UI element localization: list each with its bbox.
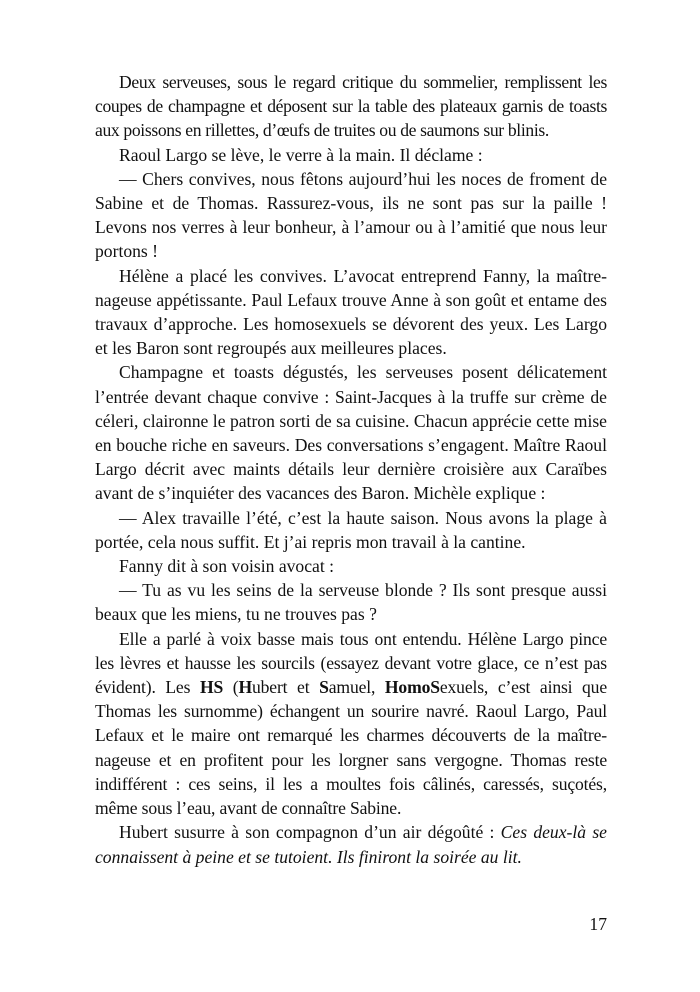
paragraph-9-bold-s2: S [430, 677, 440, 698]
paragraph-4: Hélène a placé les convives. L’avocat entreprend Fanny, la maître-nageuse appétissante. Paul Lefaux trouve Anne à son goût et entame des travaux d’approche. Les homosexuels se dévorent des yeux. Les Largo et les Baron sont regroupés aux meilleures places. [95, 265, 607, 359]
paragraph-9-text-2: ( [223, 677, 239, 698]
paragraph-9-bold-homo: Homo [384, 677, 431, 698]
paragraph-9-bold-h: H [238, 677, 253, 698]
paragraph-3: — Chers convives, nous fêtons aujourd’hui les noces de froment de Sabine et de Thomas. Rassurez-vous, ils ne sont pas sur la paille ! Levons nos verres à leur bonheur, à l’amour ou à l’amitié que nous leur portons ! [95, 168, 607, 262]
paragraph-1: Deux serveuses, sous le regard critique du sommelier, remplissent les coupes de champagne et déposent sur la table des plateaux garnis de toasts aux poissons en rillettes, d’œufs de truites ou de saumons sur blinis. [95, 72, 607, 141]
paragraph-9 [95, 627, 607, 821]
paragraph-9-text-4: amuel, [328, 677, 385, 698]
paragraph-10 [95, 820, 607, 868]
paragraph-10-text: Hubert susurre à son compagnon d’un air dégoûté : [119, 822, 501, 843]
paragraph-10-italic: Ces deux-là se connaissent à peine et se tutoient. Ils finiront la soirée au lit. [95, 822, 607, 867]
paragraph-7: Fanny dit à son voisin avocat : [119, 556, 335, 577]
page-body [95, 70, 607, 869]
paragraph-2: Raoul Largo se lève, le verre à la main. Il déclame : [119, 144, 483, 165]
paragraph-6: — Alex travaille l’été, c’est la haute saison. Nous avons la plage à portée, cela nous suffit. Et j’ai repris mon travail à la cantine. [95, 507, 607, 552]
paragraph-9-text-1: Elle a parlé à voix basse mais tous ont entendu. Hélène Largo pince les lèvres et hausse les sourcils (essayez devant votre glace, ce n’est pas évident). Les [95, 628, 607, 698]
page-number: 17 [589, 914, 607, 934]
paragraph-9-bold-hs: HS [199, 677, 224, 698]
paragraph-9-text-3: ubert et [252, 677, 320, 698]
paragraph-8: — Tu as vu les seins de la serveuse blonde ? Ils sont presque aussi beaux que les miens, tu ne trouves pas ? [95, 580, 607, 625]
paragraph-5: Champagne et toasts dégustés, les serveuses posent délicatement l’entrée devant chaque convive : Saint-Jacques à la truffe sur crème de céleri, claironne le patron sorti de sa cuisine. Chacun apprécie cette mise en bouche riche en saveurs. Des conversations s’engagent. Maître Raoul Largo décrit avec maints détails leur dernière croisière aux Caraïbes avant de s’inquiéter des vacances des Baron. Michèle explique : [95, 362, 607, 504]
paragraph-9-text-5: exuels, c’est ainsi que Thomas les surnomme) échangent un sourire navré. Raoul Largo, Paul Lefaux et le maire ont remarqué les charmes découverts de la maître-nageuse et en profitent pour les lorgner sans vergogne. Thomas reste indifférent : ces seins, il les a moultes fois câlinés, caressés, suçotés, même sous l’eau, avant de connaître Sabine. [95, 677, 607, 819]
paragraph-9-bold-s: S [319, 677, 329, 698]
